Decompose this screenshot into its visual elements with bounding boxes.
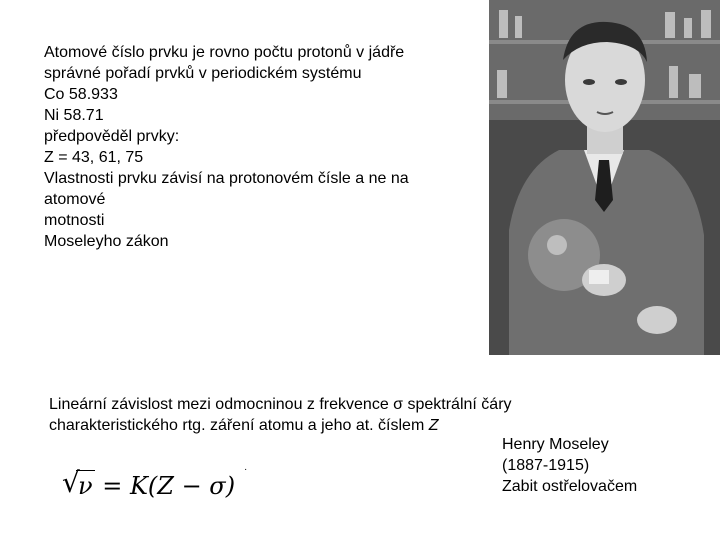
element-order-heading: správné pořadí prvků v periodickém systému [44, 65, 362, 82]
caption-years: (1887-1915) [502, 457, 590, 474]
law-name: Moseleyho zákon [44, 233, 169, 250]
cobalt-mass: Co 58.933 [44, 86, 118, 103]
radical-sign-icon: √ [62, 466, 80, 499]
law-line-2 [49, 415, 512, 436]
law-line-2-text: charakteristického rtg. záření atomu a jeho at. číslem [49, 417, 429, 434]
properties-line-3: motnosti [44, 212, 105, 229]
stray-dot: · [244, 464, 248, 475]
main-text-block [44, 42, 409, 252]
predicted-heading: předpověděl prvky: [44, 128, 180, 145]
formula-rhs: = K(Z − σ) [102, 472, 236, 500]
photo-caption [502, 434, 637, 497]
caption-name: Henry Moseley [502, 436, 609, 453]
law-description [49, 394, 512, 436]
properties-line-2: atomové [44, 191, 106, 208]
nickel-mass: Ni 58.71 [44, 107, 104, 124]
predicted-values: Z = 43, 61, 75 [44, 149, 144, 166]
formula-radicand: ν [78, 472, 93, 500]
caption-note: Zabit ostřelovačem [502, 478, 638, 495]
properties-line-1: Vlastnosti prvku závisí na protonovém čísle a ne na [44, 170, 409, 187]
law-line-1: Lineární závislost mezi odmocninou z frekvence σ spektrální čáry [49, 396, 512, 413]
square-root [62, 466, 95, 501]
portrait-illustration [489, 0, 720, 355]
moseley-formula [62, 466, 236, 501]
atomic-number-statement: Atomové číslo prvku je rovno počtu protonů v jádře [44, 44, 405, 61]
moseley-portrait-photo [489, 0, 720, 355]
law-z-symbol: Z [428, 417, 439, 434]
